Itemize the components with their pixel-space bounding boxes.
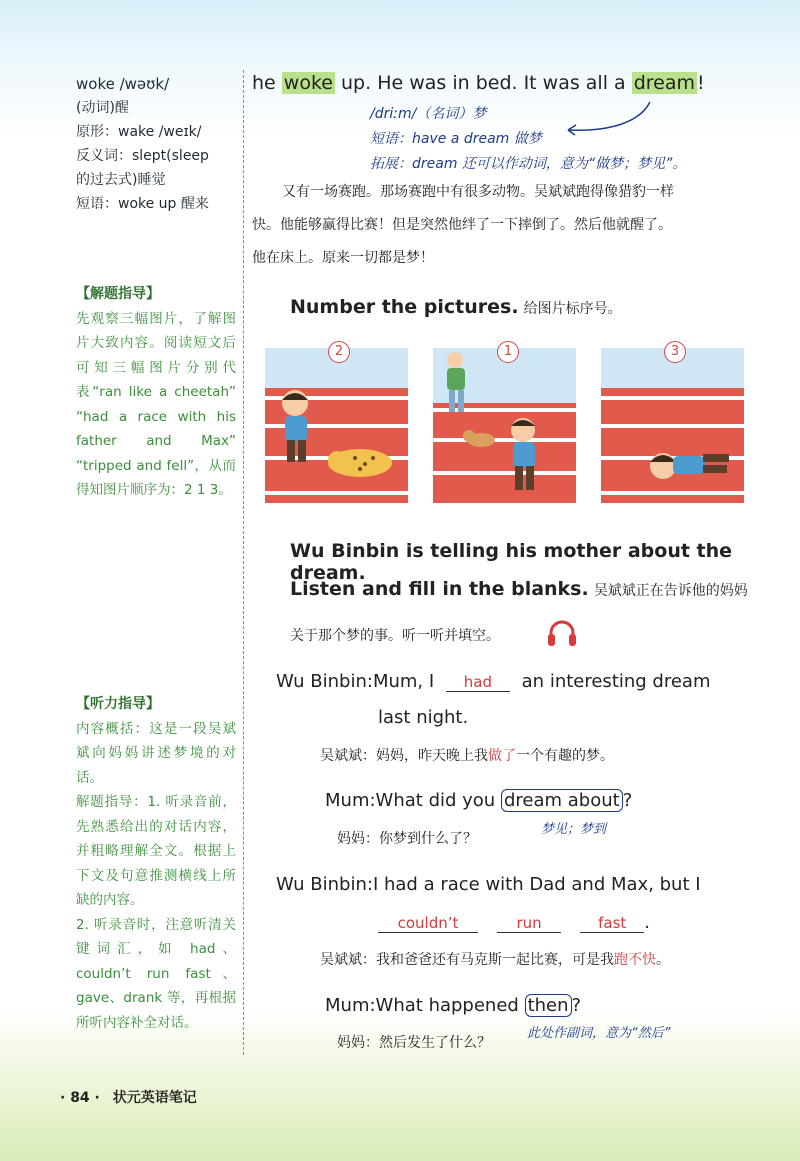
picture-cheetah	[265, 348, 408, 503]
listening-guide-summary: 内容概括：这是一段吴斌斌向妈妈讲述梦境的对话。	[76, 720, 236, 786]
task2-line2-row	[290, 578, 748, 600]
dream-about-note: 梦见；梦到	[541, 822, 607, 837]
line1-text-a: Mum, I	[372, 671, 435, 692]
vocab-antonym-2: 的过去式)睡觉	[76, 172, 166, 188]
sidebar-divider	[243, 70, 244, 1055]
listening-guide	[76, 692, 236, 1035]
word-then: then	[525, 994, 572, 1017]
task2-line1: Wu Binbin is telling his mother about the dream.	[290, 540, 733, 584]
task1-title: Number the pictures.	[290, 296, 519, 318]
line4-text-a: What happened	[375, 995, 519, 1016]
dialogue-line-3	[276, 874, 701, 895]
picture-race	[433, 348, 576, 503]
dream-note-extension: 拓展：dream 还可以作动词，意为“做梦；梦见”。	[370, 156, 687, 172]
page-footer	[60, 1087, 197, 1107]
story-translation-2: 快。他能够赢得比赛！但是突然他绊了一下摔倒了。然后他就醒了。	[252, 217, 672, 233]
vocab-box	[76, 72, 241, 216]
page-number: · 84 ·	[60, 1090, 100, 1106]
picture-number-3: 3	[664, 341, 686, 363]
picture-number-2: 1	[497, 341, 519, 363]
line2-translation: 妈妈：你梦到什么了？	[337, 831, 477, 847]
blank-couldnt[interactable]: couldn’t	[378, 914, 478, 933]
speaker-mum-2: Mum:	[325, 995, 376, 1016]
vocab-pos: (动词)醒	[76, 100, 129, 116]
listening-guide-step1: 解题指导：1. 听录音前，先熟悉给出的对话内容，并粗略理解全文。根据上下文及句意推测横线上所缺的内容。	[76, 794, 236, 908]
speaker-wu-1: Wu Binbin:	[276, 671, 373, 692]
listening-guide-step2: 2. 听录音时，注意听清关键词汇，如 had、couldn’t run fast、gave、drank 等，再根据所听内容补全对话。	[76, 916, 236, 1031]
task2-cn2: 关于那个梦的事。听一听并填空。	[290, 628, 500, 644]
line1-translation	[320, 745, 614, 765]
story-end: !	[697, 72, 705, 94]
story-mid: up. He was in bed. It was all a	[334, 72, 632, 94]
vocab-headword: woke /wəʊk/	[76, 75, 170, 93]
solution-guide-title: 【解题指导】	[76, 286, 160, 302]
story-translation-3: 他在床上。原来一切都是梦！	[252, 250, 434, 266]
vocab-antonym: 反义词：slept(sleep	[76, 148, 209, 164]
line3-text-a: I had a race with Dad and Max, but I	[372, 874, 701, 895]
line3-blanks	[378, 912, 650, 933]
line1-text-b: an interesting dream	[521, 671, 711, 692]
line1-text-c: last night.	[378, 707, 469, 728]
dialogue-line-2	[325, 790, 632, 811]
line3-cn-red: 跑不快	[614, 952, 656, 968]
line3-translation	[320, 949, 670, 969]
line3-cn-a: 吴斌斌：我和爸爸还有马克斯一起比赛，可是我	[320, 952, 614, 968]
dialogue-line-1	[276, 671, 711, 692]
line4-translation: 妈妈：然后发生了什么？	[337, 1035, 491, 1051]
line3-cn-b: 。	[656, 952, 670, 968]
line2-q: ?	[622, 790, 633, 811]
then-note: 此处作副词，意为“然后”	[527, 1026, 671, 1041]
headphones-icon[interactable]	[546, 618, 578, 648]
line1-cn-a: 吴斌斌：妈妈，昨天晚上我	[320, 748, 488, 764]
race-illustration	[433, 348, 576, 503]
speaker-mum-1: Mum:	[325, 790, 376, 811]
book-title: 状元英语笔记	[112, 1090, 197, 1106]
story-pre: he	[252, 72, 282, 94]
task1-cn: 给图片标序号。	[523, 301, 622, 317]
blank-run[interactable]: run	[497, 914, 561, 933]
dialogue-line-4	[325, 995, 581, 1016]
picture-fall	[601, 348, 744, 503]
arrow-icon	[560, 96, 660, 138]
word-dream: dream	[633, 72, 696, 94]
cheetah-illustration	[265, 348, 408, 503]
word-woke: woke	[283, 72, 333, 94]
phrase-dream-about: dream about	[501, 789, 623, 812]
vocab-phrase: 短语：woke up 醒来	[76, 196, 209, 212]
line1-cn-red: 做了	[488, 748, 516, 764]
listening-guide-title: 【听力指导】	[76, 696, 160, 712]
task1-heading	[290, 296, 622, 318]
solution-guide	[76, 282, 236, 503]
vocab-base: 原形：wake /weɪk/	[76, 124, 202, 140]
line4-q: ?	[571, 995, 582, 1016]
blank-fast[interactable]: fast	[580, 914, 644, 933]
speaker-wu-2: Wu Binbin:	[276, 874, 373, 895]
dream-note-phonetic: /driːm/（名词）梦	[370, 106, 487, 122]
dream-note-phrase: 短语：have a dream 做梦	[370, 131, 542, 147]
line1-cn-b: 一个有趣的梦。	[516, 748, 614, 764]
blank-had[interactable]: had	[446, 673, 510, 692]
story-translation-1: 又有一场赛跑。那场赛跑中有很多动物。吴斌斌跑得像猎豹一样	[282, 184, 674, 200]
story-sentence	[252, 72, 705, 94]
fall-illustration	[601, 348, 744, 503]
solution-guide-body: 先观察三幅图片，了解图片大致内容。阅读短文后可知三幅图片分别代表“ran like a cheetah” “had a race with his father and Max” “tripped and fell”，从而得知图片顺序为：2 1 3。	[76, 310, 236, 498]
picture-number-1: 2	[328, 341, 350, 363]
task2-line2: Listen and fill in the blanks.	[290, 578, 589, 600]
task2-cn1: 吴斌斌正在告诉他的妈妈	[593, 583, 748, 599]
line3-end: .	[644, 912, 650, 933]
line2-text-a: What did you	[375, 790, 496, 811]
